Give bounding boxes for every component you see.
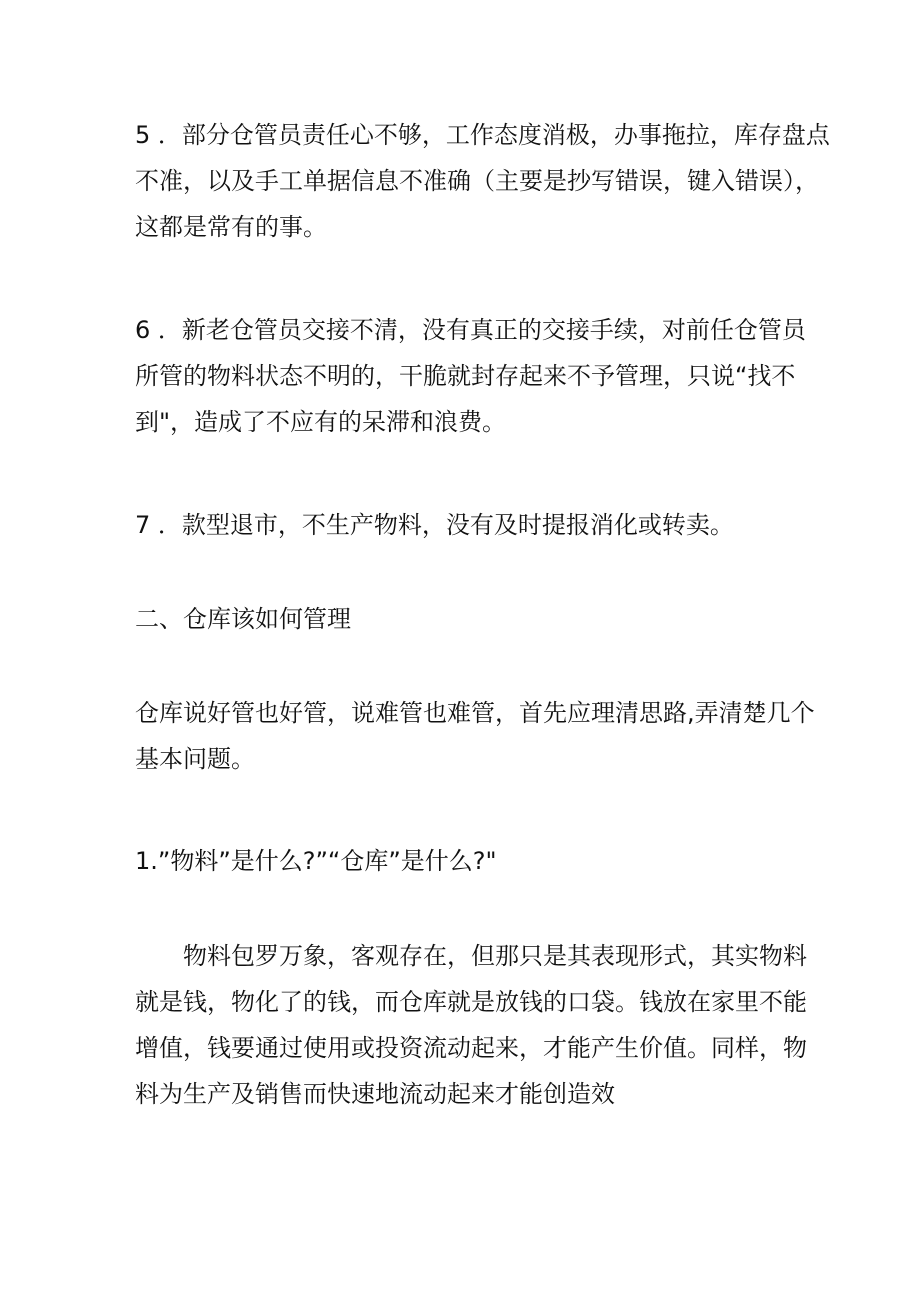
text-line: 物料包罗万象，客观存在，但那只是其表现形式，其实物料 <box>135 942 807 970</box>
heading-text: 二、仓库该如何管理 <box>135 605 351 633</box>
text-line: 到"，造成了不应有的呆滞和浪费。 <box>135 408 507 436</box>
paragraph-item-6 <box>135 307 815 445</box>
paragraph-body-1 <box>135 933 815 1117</box>
text-line: 基本问题。 <box>135 745 255 773</box>
text-line: 5 ．部分仓管员责任心不够，工作态度消极，办事拖拉，库存盘点 <box>135 121 830 149</box>
text-line: 这都是常有的事。 <box>135 213 327 241</box>
text-line: 所管的物料状态不明的，干脆就封存起来不予管理，只说“找不 <box>135 362 796 390</box>
question-text: 1.”物料”是什么?”“仓库”是什么?" <box>135 847 497 875</box>
text-line: 6 ．新老仓管员交接不清，没有真正的交接手续，对前任仓管员 <box>135 316 806 344</box>
text-line: 不准，以及手工单据信息不准确（主要是抄写错误，键入错误）， <box>135 167 819 195</box>
paragraph-item-7 <box>135 502 815 548</box>
paragraph-item-5 <box>135 112 830 250</box>
question-1 <box>135 838 815 884</box>
text-line: 7 ．款型退市，不生产物料，没有及时提报消化或转卖。 <box>135 511 734 539</box>
text-line: 就是钱，物化了的钱，而仓库就是放钱的口袋。钱放在家里不能 <box>135 988 807 1016</box>
text-line: 增值，钱要通过使用或投资流动起来，才能产生价值。同样，物 <box>135 1034 807 1062</box>
paragraph-intro <box>135 690 815 782</box>
text-line: 料为生产及销售而快速地流动起来才能创造效 <box>135 1080 615 1108</box>
text-line: 仓库说好管也好管，说难管也难管，首先应理清思路,弄清楚几个 <box>135 699 815 727</box>
section-heading-2 <box>135 596 815 642</box>
